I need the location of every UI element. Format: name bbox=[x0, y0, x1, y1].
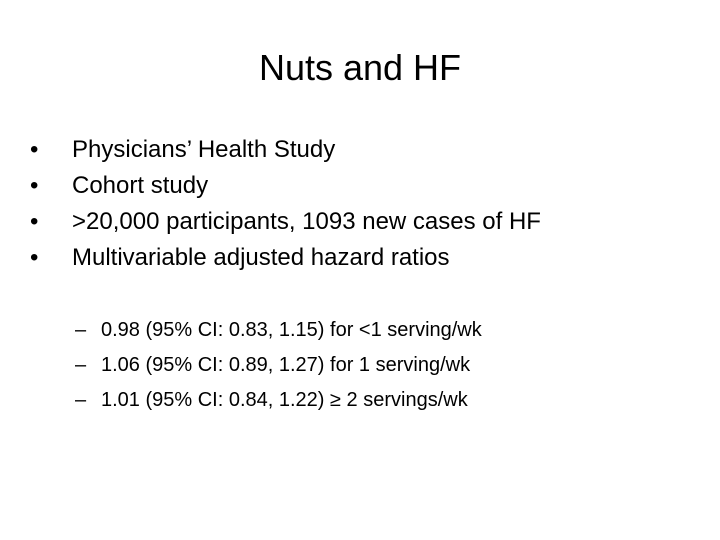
bullet-list bbox=[30, 132, 541, 276]
sub-bullet-text: 1.06 (95% CI: 0.89, 1.27) for 1 serving/wk bbox=[101, 354, 471, 376]
bullet-text: Cohort study bbox=[72, 172, 209, 199]
dash-marker: – bbox=[75, 319, 87, 341]
bullet-marker: • bbox=[30, 136, 39, 163]
sub-bullet-item bbox=[75, 313, 482, 348]
slide-title: Nuts and HF bbox=[258, 47, 462, 88]
sub-bullet-item bbox=[75, 348, 482, 383]
sub-bullet-text: 1.01 (95% CI: 0.84, 1.22) ≥ 2 servings/wk bbox=[101, 389, 468, 411]
sub-bullet-item bbox=[75, 383, 482, 418]
bullet-marker: • bbox=[30, 172, 39, 199]
bullet-text: Physicians’ Health Study bbox=[72, 136, 336, 163]
bullet-item bbox=[30, 168, 541, 204]
bullet-text: >20,000 participants, 1093 new cases of HF bbox=[72, 208, 541, 235]
bullet-item bbox=[30, 204, 541, 240]
sub-bullet-text: 0.98 (95% CI: 0.83, 1.15) for <1 serving/wk bbox=[101, 319, 482, 341]
bullet-text: Multivariable adjusted hazard ratios bbox=[72, 244, 450, 271]
bullet-marker: • bbox=[30, 244, 39, 271]
bullet-marker: • bbox=[30, 208, 39, 235]
dash-marker: – bbox=[75, 354, 87, 376]
bullet-item bbox=[30, 132, 541, 168]
dash-marker: – bbox=[75, 389, 87, 411]
bullet-item bbox=[30, 240, 541, 276]
sub-bullet-list bbox=[75, 313, 482, 418]
